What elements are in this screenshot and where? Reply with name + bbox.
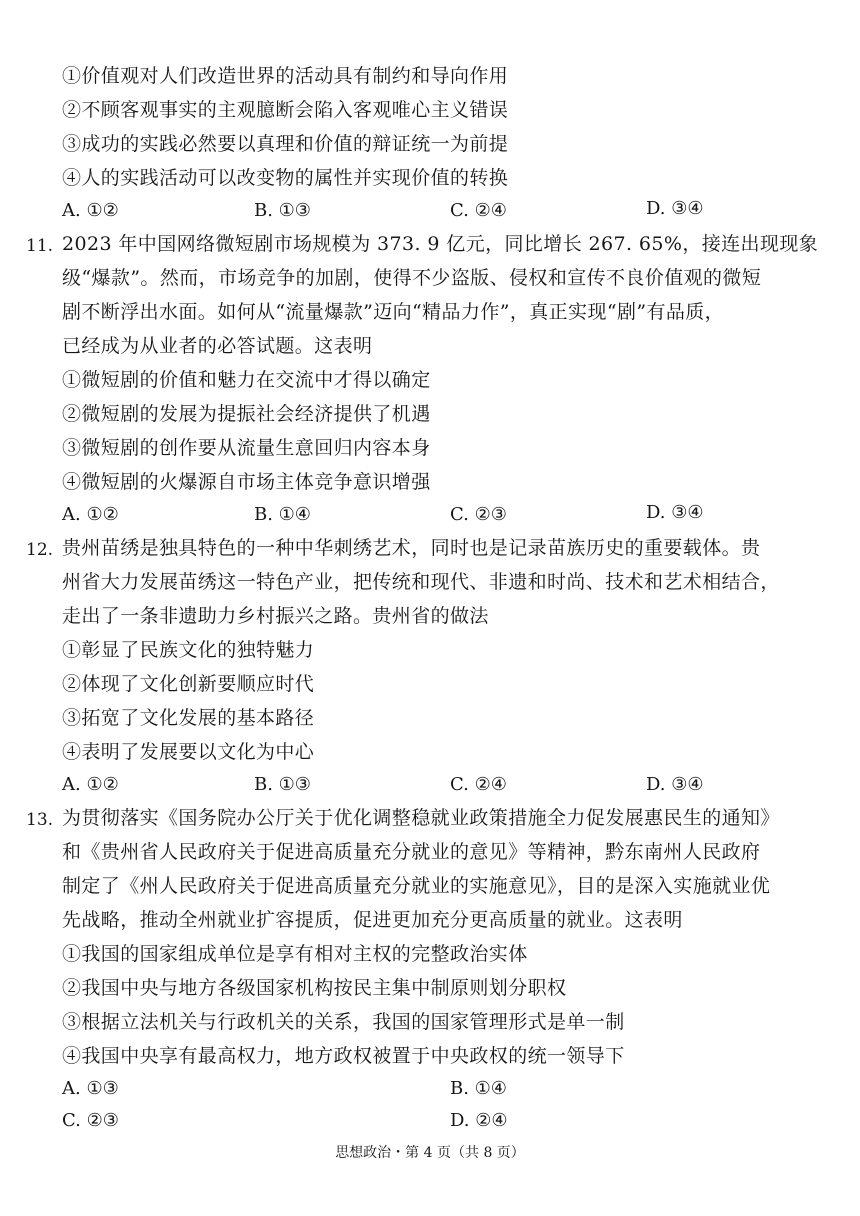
q11-statement-1: ①微短剧的价值和魅力在交流中才得以确定 <box>62 369 431 391</box>
q11-statement-2: ②微短剧的发展为提振社会经济提供了机遇 <box>62 403 431 425</box>
q10-option-a: A. ①② <box>62 200 119 221</box>
q13-stem-line-1: 为贯彻落实《国务院办公厅关于优化调整稳就业政策措施全力促发展惠民生的通知》 <box>62 807 780 829</box>
q12-statement-2: ②体现了文化创新要顺应时代 <box>62 673 315 695</box>
q13-stem-line-3: 制定了《州人民政府关于促进高质量充分就业的实施意见》，目的是深入实施就业优 <box>62 875 771 897</box>
q12-option-a: A. ①② <box>62 774 119 795</box>
q11-option-a: A. ①② <box>62 504 119 525</box>
q12-stem-line-3: 走出了一条非遗助力乡村振兴之路。贵州省的做法 <box>62 605 489 627</box>
q13-option-b: B. ①④ <box>450 1078 507 1099</box>
q12-statement-4: ④表明了发展要以文化为中心 <box>62 741 315 763</box>
page-footer: 思想政治・第 4 页（共 8 页） <box>335 1145 525 1161</box>
q10-statement-1: ①价值观对人们改造世界的活动具有制约和导向作用 <box>62 65 509 87</box>
q10-statement-2: ②不顾客观事实的主观臆断会陷入客观唯心主义错误 <box>62 99 509 121</box>
q13-option-a: A. ①③ <box>62 1078 119 1099</box>
q11-number: 11. <box>26 236 54 256</box>
q12-number: 12. <box>26 540 54 560</box>
q13-number: 13. <box>26 810 54 830</box>
q12-stem-line-1: 贵州苗绣是独具特色的一种中华刺绣艺术，同时也是记录苗族历史的重要载体。贵 <box>62 537 761 559</box>
q13-statement-1: ①我国的国家组成单位是享有相对主权的完整政治实体 <box>62 943 528 965</box>
q11-option-c: C. ②③ <box>450 504 507 525</box>
q11-statement-3: ③微短剧的创作要从流量生意回归内容本身 <box>62 437 431 459</box>
q12-statement-3: ③拓宽了文化发展的基本路径 <box>62 707 315 729</box>
q11-stem-line-3: 剧不断浮出水面。如何从“流量爆款”迈向“精品力作”，真正实现“剧”有品质， <box>62 301 725 323</box>
q13-statement-3: ③根据立法机关与行政机关的关系，我国的国家管理形式是单一制 <box>62 1011 625 1033</box>
q12-stem-line-2: 州省大力发展苗绣这一特色产业，把传统和现代、非遗和时尚、技术和艺术相结合， <box>62 571 780 593</box>
q12-statement-1: ①彰显了民族文化的独特魅力 <box>62 639 315 661</box>
q10-option-d: D. ③④ <box>646 198 704 219</box>
q13-statement-4: ④我国中央享有最高权力，地方政权被置于中央政权的统一领导下 <box>62 1045 625 1067</box>
q11-statement-4: ④微短剧的火爆源自市场主体竞争意识增强 <box>62 471 431 493</box>
q13-statement-2: ②我国中央与地方各级国家机构按民主集中制原则划分职权 <box>62 977 567 999</box>
q10-option-c: C. ②④ <box>450 200 507 221</box>
q13-stem-line-4: 先战略，推动全州就业扩容提质，促进更加充分更高质量的就业。这表明 <box>62 909 683 931</box>
q11-option-b: B. ①④ <box>254 504 311 525</box>
q12-option-d: D. ③④ <box>646 774 704 795</box>
q13-stem-line-2: 和《贵州省人民政府关于促进高质量充分就业的意见》等精神，黔东南州人民政府 <box>62 841 761 863</box>
q11-stem-line-2: 级“爆款”。然而，市场竞争的加剧，使得不少盗版、侵权和宣传不良价值观的微短 <box>62 267 762 289</box>
q13-option-d: D. ②④ <box>450 1110 508 1131</box>
q10-statement-4: ④人的实践活动可以改变物的属性并实现价值的转换 <box>62 167 509 189</box>
q12-option-c: C. ②④ <box>450 774 507 795</box>
q10-option-b: B. ①③ <box>254 200 311 221</box>
q12-option-b: B. ①③ <box>254 774 311 795</box>
q11-option-d: D. ③④ <box>646 502 704 523</box>
q10-statement-3: ③成功的实践必然要以真理和价值的辩证统一为前提 <box>62 133 509 155</box>
q11-stem-line-4: 已经成为从业者的必答试题。这表明 <box>62 335 373 357</box>
q13-option-c: C. ②③ <box>62 1110 119 1131</box>
q11-stem-line-1: 2023 年中国网络微短剧市场规模为 373. 9 亿元，同比增长 267. 65%，接连出现现象 <box>62 233 819 255</box>
